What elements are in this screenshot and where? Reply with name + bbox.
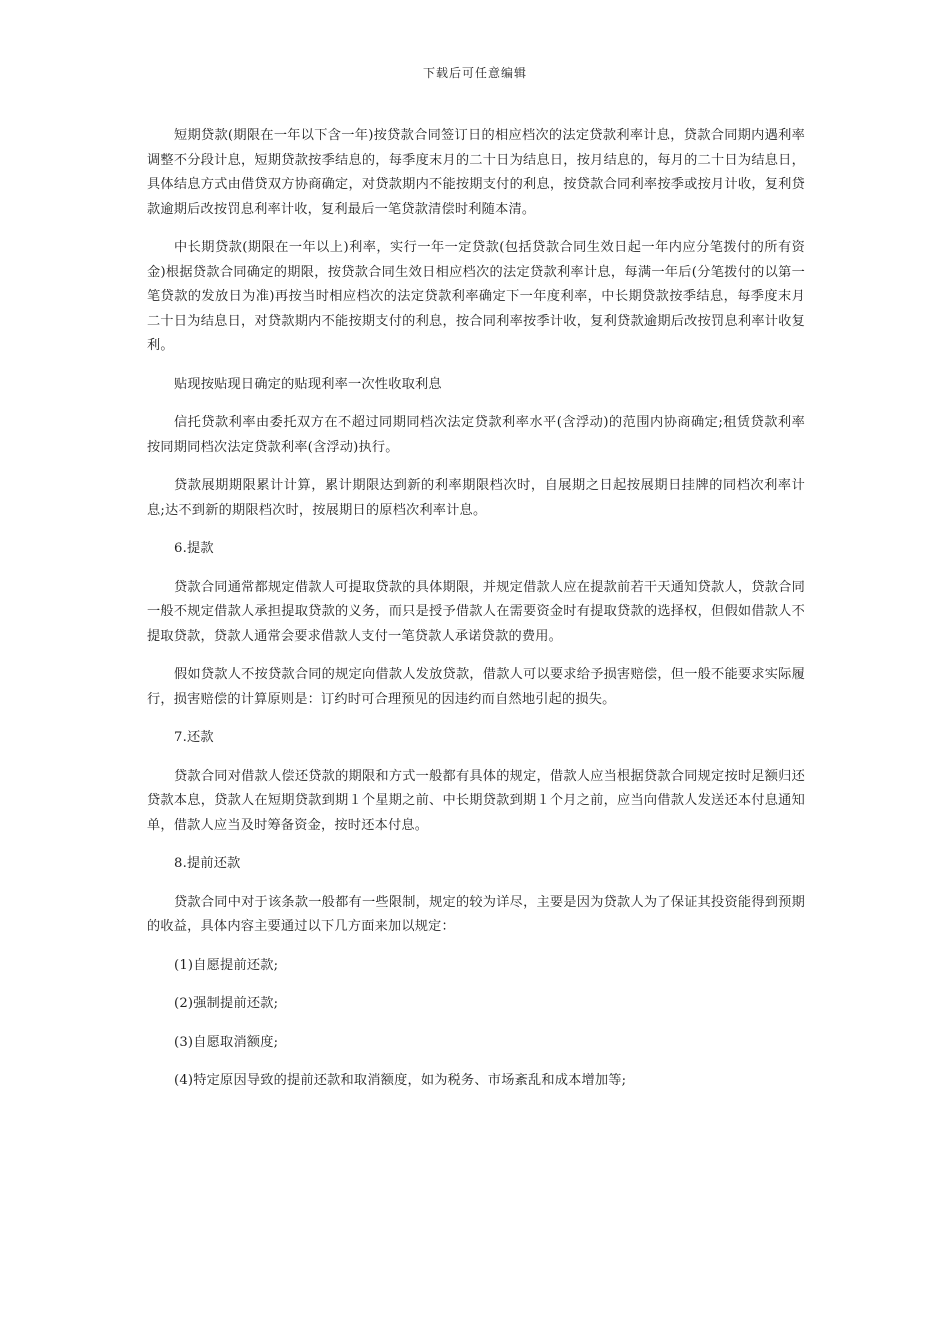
document-body: [147, 124, 805, 1108]
list-item-special-prepayment: (4)特定原因导致的提前还款和取消额度，如为税务、市场紊乱和成本增加等;: [174, 1073, 627, 1088]
paragraph-long-term-loan-interest: 中长期贷款(期限在一年以上)利率，实行一年一定贷款(包括贷款合同生效日起一年内应分笔拨付的所有资金)根据贷款合同确定的期限，按贷款合同生效日相应档次的法定贷款利率计息，每满一年后(分笔拨付的以第一笔贷款的发放日为准)再按当时相应档次的法定贷款利率确定下一年度利率，中长期贷款按季结息，每季度末月二十日为结息日，对贷款期内不能按期支付的利息，按合同利率按季计收，复利贷款逾期后改按罚息利率计收复利。: [147, 240, 805, 353]
list-item-mandatory-prepayment: (2)强制提前还款;: [174, 996, 279, 1011]
list-item-voluntary-cancellation: (3)自愿取消额度;: [174, 1034, 279, 1050]
section-heading-repayment: 7.还款: [174, 730, 214, 745]
paragraph-prepayment-intro: 贷款合同中对于该条款一般都有一些限制，规定的较为详尽，主要是因为贷款人为了保证其投资能得到预期的收益，具体内容主要通过以下几方面来加以规定：: [147, 894, 805, 934]
list-item-voluntary-prepayment: (1)自愿提前还款;: [174, 957, 279, 973]
paragraph-discount-interest: 贴现按贴现日确定的贴现利率一次性收取利息: [174, 376, 442, 392]
paragraph-lender-breach: 假如贷款人不按贷款合同的规定向借款人发放贷款，借款人可以要求给予损害赔偿，但一般不能要求实际履行，损害赔偿的计算原则是：订约时可合理预见的因违约而自然地引起的损失。: [147, 667, 805, 707]
page-header: 下载后可任意编辑: [422, 66, 527, 80]
paragraph-short-term-loan-interest: 短期贷款(期限在一年以下含一年)按贷款合同签订日的相应档次的法定贷款利率计息，贷款合同期内遇利率调整不分段计息，短期贷款按季结息的，每季度末月的二十日为结息日，按月结息的，每月的二十日为结息日，具体结息方式由借贷双方协商确定，对贷款期内不能按期支付的利息，按贷款合同利率按季或按月计收，复利贷款逾期后改按罚息利率计收，复利最后一笔贷款清偿时利随本清。: [147, 128, 805, 217]
paragraph-extension-interest: 贷款展期期限累计计算，累计期限达到新的利率期限档次时，自展期之日起按展期日挂牌的同档次利率计息;达不到新的期限档次时，按展期日的原档次利率计息。: [147, 478, 805, 518]
paragraph-trust-loan-interest: 信托贷款利率由委托双方在不超过同期同档次法定贷款利率水平(含浮动)的范围内协商确定;租赁贷款利率按同期同档次法定贷款利率(含浮动)执行。: [147, 415, 805, 455]
paragraph-drawdown-terms: 贷款合同通常都规定借款人可提取贷款的具体期限，并规定借款人应在提款前若干天通知贷款人，贷款合同一般不规定借款人承担提取贷款的义务，而只是授予借款人在需要资金时有提取贷款的选择权，但假如借款人不提取贷款，贷款人通常会要求借款人支付一笔贷款人承诺贷款的费用。: [147, 579, 805, 644]
paragraph-repayment-terms: 贷款合同对借款人偿还贷款的期限和方式一般都有具体的规定，借款人应当根据贷款合同规定按时足额归还贷款本息，贷款人在短期贷款到期１个星期之前、中长期贷款到期１个月之前，应当向借款人发送还本付息通知单，借款人应当及时筹备资金，按时还本付息。: [147, 768, 805, 833]
section-heading-drawdown: 6.提款: [174, 541, 214, 556]
section-heading-prepayment: 8.提前还款: [174, 856, 241, 871]
